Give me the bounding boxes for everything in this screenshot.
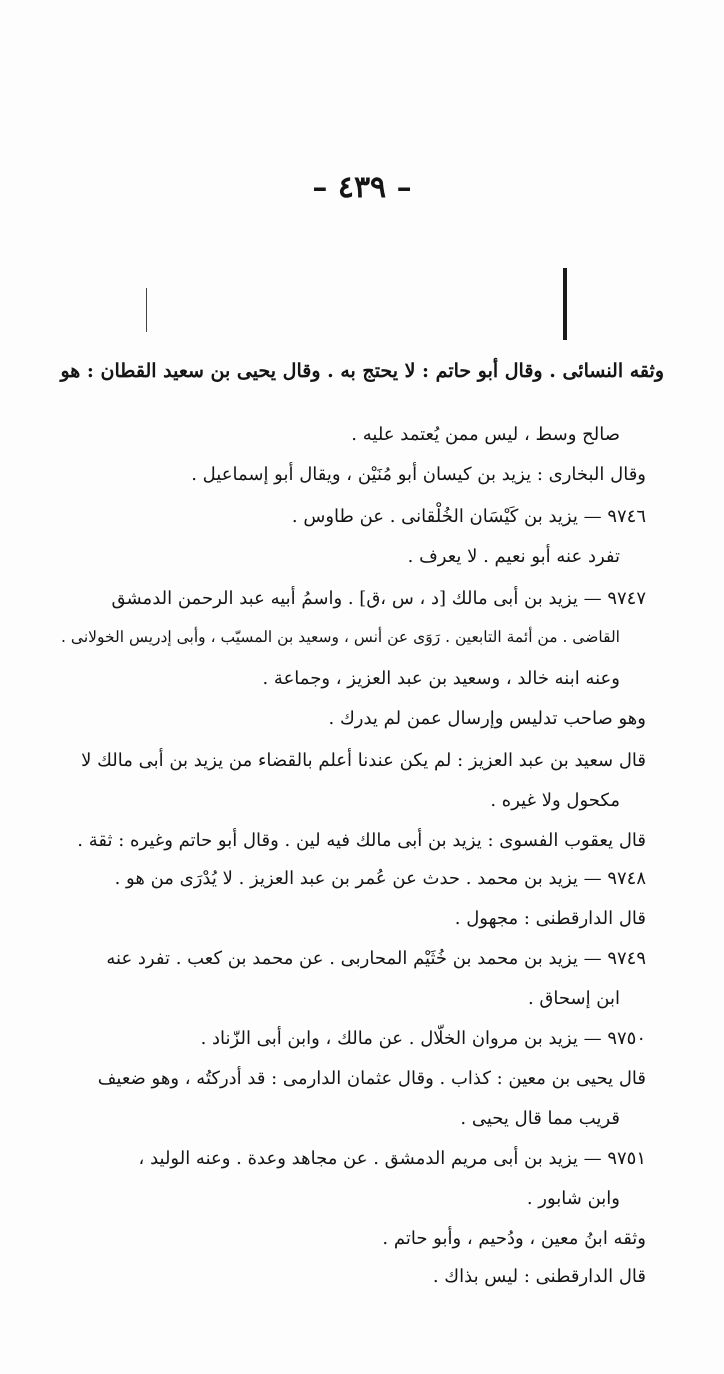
entry-heading: ٩٧٥٠ — يزيد بن مروان الخلّال . عن مالك ، وابن أبى الزّناد .: [200, 1028, 646, 1049]
entry-heading: ٩٧٥١ — يزيد بن أبى مريم الدمشق . عن مجاهد وعدة . وعنه الوليد ،: [138, 1148, 646, 1169]
text-line: القاضى . من أئمة التابعين . رَوَى عن أنس ، وسعيد بن المسيّب ، وأبى إدريس الخولانى .: [61, 628, 620, 646]
text-line: وعنه ابنه خالد ، وسعيد بن عبد العزيز ، وجماعة .: [262, 668, 620, 689]
text-line: قال سعيد بن عبد العزيز : لم يكن عندنا أعلم بالقضاء من يزيد بن أبى مالك لا: [81, 750, 646, 771]
entry-heading: ٩٧٤٦ — يزيد بن كَيْسَان الخُلْقانى . عن طاوس .: [291, 506, 646, 527]
entry-heading: ٩٧٤٨ — يزيد بن محمد . حدث عن عُمر بن عبد العزيز . لا يُدْرَى من هو .: [114, 868, 646, 889]
text-line: وابن شابور .: [526, 1188, 620, 1209]
text-line: مكحول ولا غيره .: [490, 790, 620, 811]
margin-mark: [563, 268, 567, 340]
text-line: تفرد عنه أبو نعيم . لا يعرف .: [407, 546, 620, 567]
text-line: صالح وسط ، ليس ممن يُعتمد عليه .: [351, 424, 620, 445]
text-line: ابن إسحاق .: [527, 988, 620, 1009]
margin-mark: [146, 288, 147, 332]
text-line: قال الدارقطنى : ليس بذاك .: [432, 1266, 646, 1287]
entry-heading: ٩٧٤٧ — يزيد بن أبى مالك [د ، س ،ق] . واسمُ أبيه عبد الرحمن الدمشق: [111, 588, 646, 609]
text-line: وقال البخارى : يزيد بن كيسان أبو مُنَيْن ، ويقال أبو إسماعيل .: [191, 464, 646, 485]
text-line: وثقه النسائى . وقال أبو حاتم : لا يحتج به . وقال يحيى بن سعيد القطان : هو: [60, 360, 664, 382]
entry-heading: ٩٧٤٩ — يزيد بن محمد بن خُثَيْم المحاربى . عن محمد بن كعب . تفرد عنه: [106, 948, 646, 969]
text-line: وهو صاحب تدليس وإرسال عمن لم يدرك .: [328, 708, 646, 729]
page-number: – ٤٣٩ –: [312, 170, 412, 205]
text-line: وثقه ابنُ معين ، ودُحيم ، وأبو حاتم .: [382, 1228, 646, 1249]
text-line: قال يحيى بن معين : كذاب . وقال عثمان الدارمى : قد أدركتُه ، وهو ضعيف: [97, 1068, 646, 1089]
text-line: قريب مما قال يحيى .: [460, 1108, 620, 1129]
text-line: قال الدارقطنى : مجهول .: [454, 908, 646, 929]
text-line: قال يعقوب الفسوى : يزيد بن أبى مالك فيه لين . وقال أبو حاتم وغيره : ثقة .: [77, 830, 646, 851]
